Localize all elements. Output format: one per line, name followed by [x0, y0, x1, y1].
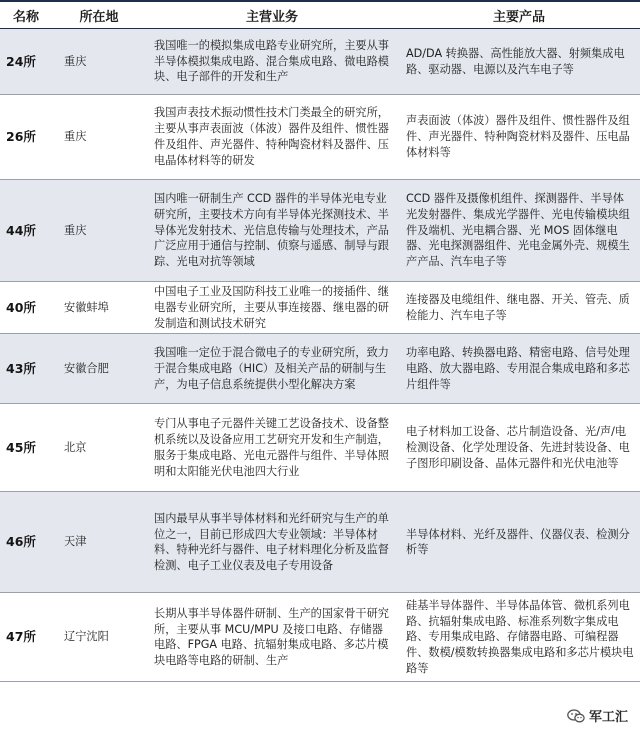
cell-name: 47所: [0, 593, 52, 682]
cell-name: 40所: [0, 282, 52, 334]
cell-name: 43所: [0, 334, 52, 404]
wechat-icon: [567, 709, 585, 723]
cell-name: 44所: [0, 180, 52, 282]
cell-name: 45所: [0, 404, 52, 492]
cell-business: 我国声表技术振动惯性技术门类最全的研究所，主要从事声表面波（体波）器件及组件、惯性器件及组件、声光器件、特种陶瓷材料及器件、压电晶体材料等的研发: [146, 95, 398, 180]
cell-business: 我国唯一的模拟集成电路专业研究所，主要从事半导体模拟集成电路、混合集成电路、微电路模块、电子部件的开发和生产: [146, 29, 398, 95]
cell-products: 功率电路、转换器电路、精密电路、信号处理电路、放大器电路、专用混合集成电路和多芯片组件等: [398, 334, 640, 404]
header-location: 所在地: [52, 1, 146, 29]
cell-location: 安徽蚌埠: [52, 282, 146, 334]
table-row: [0, 593, 640, 682]
table-row: [0, 95, 640, 180]
cell-business: 长期从事半导体器件研制、生产的国家骨干研究所，主要从事 MCU/MPU 及接口电路、存储器电路、FPGA 电路、抗辐射集成电路、多芯片模块电路等电路的研制、生产: [146, 593, 398, 682]
table-row: [0, 282, 640, 334]
cell-location: 重庆: [52, 95, 146, 180]
cell-products: 半导体材料、光纤及器件、仪器仪表、检测分析等: [398, 492, 640, 593]
header-products: 主要产品: [398, 1, 640, 29]
watermark-text: 军工汇: [588, 710, 628, 725]
cell-products: CCD 器件及摄像机组件、探测器件、半导体光发射器件、集成光学器件、光电传输模块组件及端机、光电耦合器、光 MOS 固体继电器、光电探测器组件、光电金属外壳、规模生产产品、汽车电子等: [398, 180, 640, 282]
table-row: [0, 334, 640, 404]
cell-products: 硅基半导体器件、半导体晶体管、微机系列电路、抗辐射集成电路、标准系列数字集成电路、专用集成电路、存储器电路、可编程器件、数模/模数转换器集成电路和多芯片模块电路等: [398, 593, 640, 682]
table-header-row: [0, 1, 640, 29]
cell-business: 国内唯一研制生产 CCD 器件的半导体光电专业研究所，主要技术方向有半导体光探测技术、半导体光发射技术、光信息传输与处理技术，产品广泛应用于通信与控制、侦察与遥感、制导与跟踪、光电对抗等领域: [146, 180, 398, 282]
cell-name: 46所: [0, 492, 52, 593]
cell-location: 天津: [52, 492, 146, 593]
cell-name: 26所: [0, 95, 52, 180]
cell-products: 声表面波（体波）器件及组件、惯性器件及组件、声光器件、特种陶瓷材料及器件、压电晶体材料等: [398, 95, 640, 180]
cell-location: 北京: [52, 404, 146, 492]
cell-location: 重庆: [52, 29, 146, 95]
cell-products: 电子材料加工设备、芯片制造设备、光/声/电检测设备、化学处理设备、先进封装设备、电子图形印刷设备、晶体元器件和光伏电池等: [398, 404, 640, 492]
cell-business: 我国唯一定位于混合微电子的专业研究所，致力于混合集成电路（HIC）及相关产品的研制与生产，为电子信息系统提供小型化解决方案: [146, 334, 398, 404]
table-row: [0, 492, 640, 593]
cell-business: 专门从事电子元器件关键工艺设备技术、设备整机系统以及设备应用工艺研究开发和生产制造，服务于集成电路、光电元器件与组件、半导体照明和太阳能光伏电池四大行业: [146, 404, 398, 492]
cell-name: 24所: [0, 29, 52, 95]
cell-location: 重庆: [52, 180, 146, 282]
header-name: 名称: [0, 1, 52, 29]
table-row: [0, 29, 640, 95]
table-row: [0, 180, 640, 282]
cell-business: 中国电子工业及国防科技工业唯一的接插件、继电器专业研究所，主要从事连接器、继电器的研发制造和测试技术研究: [146, 282, 398, 334]
cell-business: 国内最早从事半导体材料和光纤研究与生产的单位之一，目前已形成四大专业领域：半导体材料、特种光纤与器件、电子材料理化分析及监督检测、电子工业仪表及电子专用设备: [146, 492, 398, 593]
header-business: 主营业务: [146, 1, 398, 29]
cell-location: 辽宁沈阳: [52, 593, 146, 682]
cell-location: 安徽合肥: [52, 334, 146, 404]
cell-products: AD/DA 转换器、高性能放大器、射频集成电路、驱动器、电源以及汽车电子等: [398, 29, 640, 95]
cell-products: 连接器及电缆组件、继电器、开关、管壳、质检能力、汽车电子等: [398, 282, 640, 334]
watermark: [563, 705, 632, 726]
table-row: [0, 404, 640, 492]
